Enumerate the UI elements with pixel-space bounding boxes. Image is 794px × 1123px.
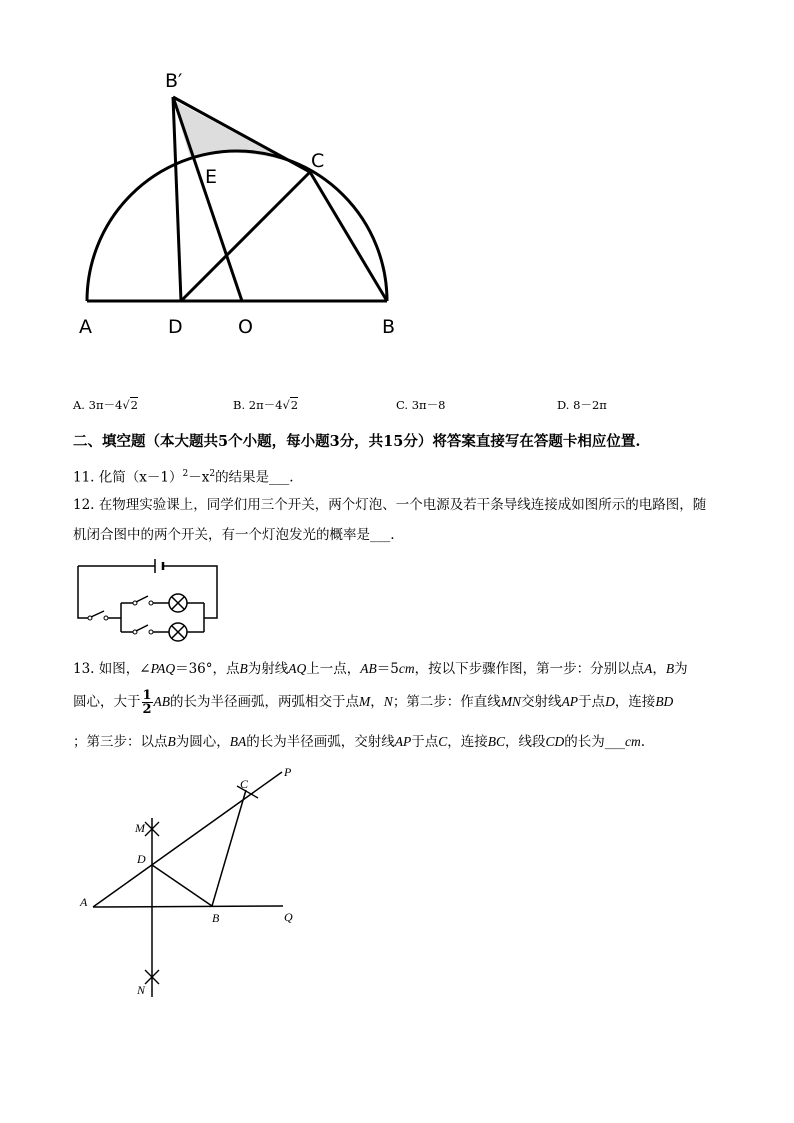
sqrt-icon: √ [282, 398, 290, 412]
label-fig3-b: B [212, 911, 220, 925]
label-fig3-q: Q [284, 910, 293, 924]
construction-figure [75, 762, 305, 1002]
q11-suffix: 的结果是___. [215, 469, 294, 486]
option-d[interactable] [557, 397, 607, 413]
q13-var: AP [561, 694, 579, 709]
question-13-line1 [73, 660, 688, 678]
q13-text: ， [370, 694, 384, 710]
label-b: B [382, 316, 396, 338]
frac-num: 1 [142, 688, 152, 703]
label-fig3-d: D [137, 852, 146, 866]
top-switch-lever [136, 596, 148, 602]
sqrt-icon: √ [122, 398, 130, 412]
question-11 [73, 465, 294, 487]
ray-ap [93, 772, 282, 907]
q13-text: 为 [674, 661, 688, 677]
wire-top-right [163, 566, 217, 618]
bot-switch-lever [136, 625, 148, 631]
q13-text: ＝5 [376, 661, 399, 677]
q13-var: cm [398, 661, 415, 676]
frac-den: 2 [142, 702, 152, 717]
option-d-text: 8－2π [573, 398, 607, 412]
q13-text: 为圆心， [175, 734, 230, 750]
q13-text: 为射线 [247, 661, 289, 677]
q13-text: 交射线 [521, 694, 562, 710]
q13-var: PAQ [150, 661, 176, 676]
q13-text: 的长为半径画弧，两弧相交于点 [170, 694, 360, 710]
option-b-text: 2π－4 [248, 398, 283, 412]
main-switch-contact2 [104, 616, 108, 620]
label-fig3-m: M [135, 821, 145, 835]
option-b[interactable] [233, 397, 298, 413]
q13-var: AQ [288, 661, 307, 676]
q13-var: B [665, 661, 675, 676]
q13-var: MN [500, 694, 522, 709]
segment-c-b [310, 172, 387, 301]
q13-var: AB [360, 661, 377, 676]
q13-text: ；第二步：作直线 [392, 694, 501, 710]
question-12-line1: 12. 在物理实验课上，同学们用三个开关，两个灯泡、一个电源及若干条导线连接成如图所示的电路图，随 [73, 497, 707, 513]
question-13-line3 [73, 733, 645, 751]
circuit-diagram [70, 558, 225, 648]
label-a: A [79, 316, 92, 338]
lamp-bottom-icon [169, 623, 187, 641]
option-a-label: A. [73, 398, 85, 412]
lamp-top-icon [169, 594, 187, 612]
q13-text: 圆心，大于 [73, 694, 141, 710]
q13-text: ，连接 [614, 694, 656, 710]
label-c: C [311, 150, 325, 172]
question-13-line2 [73, 689, 673, 716]
q13-text: ；第三步：以点 [73, 734, 168, 750]
q11-exp2: 2 [209, 469, 216, 479]
label-d: D [168, 316, 183, 338]
option-c-text: 3π－8 [411, 398, 446, 412]
segment-d-c [181, 172, 310, 301]
main-switch-lever [91, 611, 104, 617]
segment-bprime-d [173, 97, 181, 301]
option-a-text: 3π－4 [88, 398, 123, 412]
option-b-radicand: 2 [290, 398, 299, 412]
q13-text: ，按以下步骤作图，第一步：分别以点 [414, 661, 645, 677]
option-b-label: B. [233, 398, 246, 412]
option-a-radicand: 2 [130, 398, 138, 412]
label-fig3-a: A [80, 895, 88, 909]
label-o: O [238, 316, 253, 338]
q13-var: AB [153, 694, 171, 709]
bot-switch-contact2 [149, 630, 153, 634]
label-e: E [205, 166, 218, 188]
q13-text: 上一点， [306, 661, 361, 677]
q13-var: B [167, 734, 176, 749]
option-c-label: C. [396, 398, 409, 412]
question-12-line2: 机闭合图中的两个开关，有一个灯泡发光的概率是___. [73, 527, 395, 543]
q13-text: 13. 如图，∠ [73, 661, 151, 677]
q13-text: 的长为___ [564, 734, 626, 750]
q13-text: 于点 [411, 734, 439, 750]
q13-text: 的长为半径画弧，交射线 [246, 734, 395, 750]
ray-aq [93, 906, 283, 907]
q13-text: ，线段 [505, 734, 546, 750]
q11-exp: 2 [182, 469, 189, 479]
q13-text: . [640, 734, 646, 750]
q13-var: AP [394, 734, 412, 749]
top-switch-contact2 [149, 601, 153, 605]
q13-var: CD [545, 734, 565, 749]
label-fig3-n: N [137, 983, 146, 997]
segment-db [152, 865, 212, 906]
q13-text: ，连接 [447, 734, 488, 750]
q13-var: BD [655, 694, 674, 709]
q13-var: BA [229, 734, 247, 749]
segment-bc [212, 790, 246, 906]
q11-prefix: 11. 化简（x－1） [73, 469, 183, 486]
q13-var: B [239, 661, 248, 676]
fraction-half [142, 689, 153, 716]
label-b-prime: B′ [165, 70, 183, 92]
q13-var: N [383, 694, 393, 709]
option-d-label: D. [557, 398, 570, 412]
q13-var: cm [625, 734, 641, 749]
q13-text: ＝36°，点 [175, 661, 240, 677]
option-c[interactable] [396, 397, 445, 413]
option-a[interactable] [73, 397, 138, 413]
q13-var: M [359, 694, 371, 709]
q13-var: A [644, 661, 653, 676]
q13-var: D [605, 694, 615, 709]
q13-var: C [438, 734, 448, 749]
semicircle-figure [60, 60, 420, 360]
section-heading: 二、填空题（本大题共5个小题，每小题3分，共15分）将答案直接写在答题卡相应位置. [73, 433, 641, 450]
q11-mid: －x [188, 469, 210, 486]
label-fig3-p: P [284, 765, 292, 779]
q13-var: BC [487, 734, 506, 749]
q13-text: ， [652, 661, 666, 677]
label-fig3-c: C [240, 777, 249, 791]
wire-left [78, 566, 88, 618]
q13-text: 于点 [578, 694, 606, 710]
